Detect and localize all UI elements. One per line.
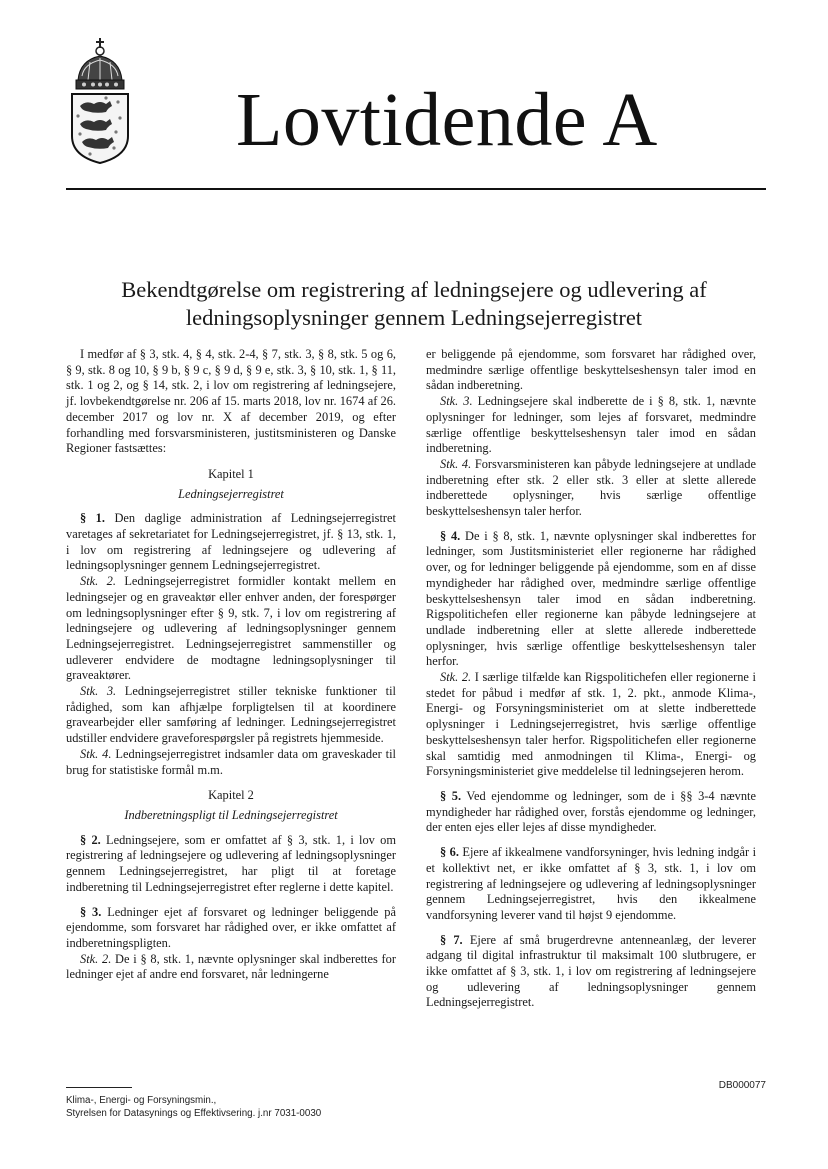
section-3-stk-3 [426,394,756,457]
document-title-line-2: ledningsoplysninger gennem Ledningsejerregistret [185,305,643,330]
section-2 [66,833,396,896]
document-title [100,276,728,332]
section-7-text: Ejere af små brugerdrevne antenneanlæg, der leverer adgang til digital infrastruktur til maksimalt 100 slutbrugere, er ikke omfattet af § 3, stk. 1, i lov om registrering af ledningsejere og udlevering af ledningsoplysninger gennem Ledningsejerregistret. [426,932,756,1010]
footnote-rule [66,1087,132,1088]
preamble: I medfør af § 3, stk. 4, § 4, stk. 2-4, § 7, stk. 3, § 8, stk. 5 og 6, § 9, stk. 8 og 10, § 9 b, § 9 c, § 9 d, § 9 e, stk. 3, § 10, stk. 1, § 11, stk. 1 og 2, og § 14, stk. 2, i lov om registrering af ledningsejere, jf. lovbekendtgørelse nr. 206 af 15. marts 2018, lov nr. 1674 af 26. december 2017 og lov nr. X af december 2019, og efter forhandling med forsvarsministeren, justitsministeren og Danske Regioner fastsættes: [66,347,396,456]
section-4-stk-2 [426,670,756,780]
section-5 [426,789,756,836]
section-5-label: § 5. [440,788,462,803]
section-1-stk-3 [66,684,396,747]
chapter-2-subtitle: Indberetningspligt til Ledningsejerregistret [124,807,338,822]
section-6-text: Ejere af ikkealmene vandforsyninger, hvis ledning indgår i et kollektivt net, er ikke omfattet af § 3, stk. 1, i lov om registrering af ledningsejere og udlevering af ledningsoplysninger gennem Ledningsejerregistret, hvis den ikkealmene vandforsyning leverer vand til højst 9 ejendomme. [426,845,757,922]
chapter-1-heading: Kapitel 1 [208,466,254,481]
document-title-line-1: Bekendtgørelse om registrering af ledningsejere og udlevering af [121,277,707,302]
right-column [426,347,756,1011]
chapter-1-subtitle: Ledningsejerregistret [178,486,284,501]
stk-label: Stk. 2. [80,951,112,966]
footnote [66,1094,321,1120]
header-rule [66,188,766,190]
stk-label: Stk. 2. [440,670,472,685]
danish-coat-of-arms-icon [66,36,134,164]
section-1-stk-2 [66,574,396,684]
section-3-stk-2 [66,952,396,983]
section-3-stk-4 [426,457,756,520]
footnote-journal-number: Styrelsen for Datasynings og Effektivsering. j.nr 7031-0030 [66,1108,322,1119]
section-3 [66,905,396,952]
chapter-2-heading: Kapitel 2 [208,788,254,803]
stk-text: Ledningsejere skal indberette de i § 8, stk. 1, nævnte oplysninger for ledninger, som lejes af forsvaret, medmindre særlige offentlige beskyttelseshensyn taler imod en sådan indberetning. [426,394,756,456]
section-2-label: § 2. [80,832,101,847]
section-4-text: De i § 8, stk. 1, nævnte oplysninger skal indberettes for ledninger, som Justitsministeriet eller regionerne har rådighed over, og for ledninger beliggende på ejendomme, som en af disse myndigheder har rådighed over, medmindre særlige offentlige beskyttelseshensyn taler imod en sådan indberetning. Rigspolitichefen eller regionerne kan påbyde ledningsejere at undlade indberetning eller at slette allerede indberettede oplysninger, hvis særlige offentlige beskyttelseshensyn taler herfor. [426,528,756,669]
stk-text: I særlige tilfælde kan Rigspolitichefen eller regionerne i stedet for påbud i medfør af stk. 1, 2. pkt., anmode Klima-, Energi- og Forsyningsministeriet om at slette indberettede oplysninger i Ledningsejerregistret, hvis særlige offentlige beskyttelseshensyn taler herfor. Rigspolitichefen eller regionerne skal samtidig med anmodningen til Klima-, Energi- og Forsyningsministeriet give meddelelse til ledningsejeren herom. [426,670,756,779]
stk-text: Ledningsejerregistret indsamler data om graveskader til brug for statistiske formål m.m. [66,746,396,777]
stk-text: Ledningsejerregistret formidler kontakt mellem en ledningsejer og en graveaktør eller enhver anden, der forespørger om ledningsoplysninger efter § 9, stk. 7, i lov om registrering af ledningsejere og udlevering af ledningsoplysninger gennem Ledningsejerregistret. Ledningsejerregistret sammenstiller og udleverer endvidere de modtagne ledningsoplysninger til graveaktører. [66,574,396,683]
stk-label: Stk. 4. [80,746,112,761]
section-4-label: § 4. [440,528,461,543]
section-1-stk-4 [66,747,396,778]
masthead-title: Lovtidende A [236,78,658,162]
section-3-stk-2-continued: er beliggende på ejendomme, som forsvaret har rådighed over, medmindre særlige offentlige beskyttelseshensyn taler imod en sådan indberetning. [426,347,756,393]
stk-label: Stk. 2. [80,574,116,589]
stk-label: Stk. 3. [440,394,473,409]
section-1 [66,511,396,574]
section-7-label: § 7. [440,932,463,947]
left-column [66,347,396,983]
document-number: DB000077 [718,1080,766,1091]
section-5-text: Ved ejendomme og ledninger, som de i §§ 3-4 nævnte myndigheder har rådighed over, forstås ejendomme og ledninger, der enten ejes eller lejes af disse myndigheder. [426,788,756,835]
stk-text: Forsvarsministeren kan påbyde ledningsejere at undlade indberetning efter stk. 2 eller stk. 3 eller at slette allerede indberettede oplysninger, hvis særlige offentlige beskyttelseshensyn taler herfor. [426,456,756,519]
stk-label: Stk. 4. [440,456,472,471]
section-4 [426,529,756,670]
section-1-text: Den daglige administration af Ledningsejerregistret varetages af sekretariatet for Ledningsejerregistret, jf. § 13, stk. 1, i lov om registrering af ledningsejere og udlevering af ledningsoplysninger gennem Ledningsejerregistret. [66,511,396,573]
section-3-label: § 3. [80,904,102,919]
footnote-ministry: Klima-, Energi- og Forsyningsmin., [66,1095,217,1106]
stk-label: Stk. 3. [80,684,117,699]
stk-text: De i § 8, stk. 1, nævnte oplysninger skal indberettes for ledninger ejet af andre end forsvaret, når ledningerne [66,951,396,982]
section-3-text: Ledninger ejet af forsvaret og ledninger beliggende på ejendomme, som forsvaret har rådighed over, er ikke omfattet af indberetningspligten. [66,904,396,950]
section-6 [426,845,756,924]
section-6-label: § 6. [440,845,459,860]
stk-text: Ledningsejerregistret stiller tekniske funktioner til rådighed, som kan afhjælpe forpligtelsen til at koordinere gravearbejder eller samføring af ledninger. Ledningsejerregistret udstiller endvidere graveforespørgsler på registrets hjemmeside. [66,684,396,746]
section-2-text: Ledningsejere, som er omfattet af § 3, stk. 1, i lov om registrering af ledningsejere og udlevering af ledningsoplysninger gennem Ledningsejerregistret, har pligt til at foretage indberetning til Ledningsejerregistret efter reglerne i dette kapitel. [66,832,396,894]
section-1-label: § 1. [80,511,105,526]
section-7 [426,933,756,1012]
